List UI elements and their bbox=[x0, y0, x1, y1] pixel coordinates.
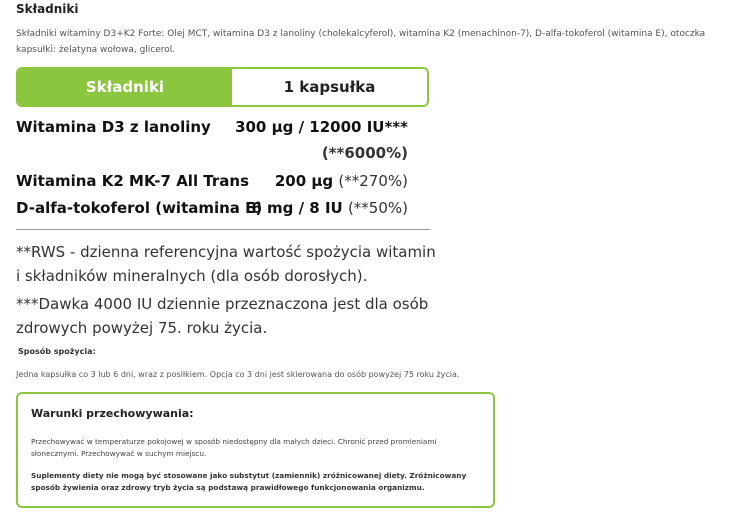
ingredient-value-group bbox=[251, 199, 408, 217]
table-divider bbox=[16, 229, 430, 230]
ingredient-name: Witamina D3 z lanoliny bbox=[16, 118, 211, 136]
header-per-capsule: 1 kapsułka bbox=[232, 69, 427, 105]
usage-text: Jedna kapsułka co 3 lub 6 dni, wraz z posiłkiem. Opcja co 3 dni jest skierowana do osób powyżej 75 roku życia. bbox=[16, 370, 460, 379]
ingredient-rws-percent: (**50%) bbox=[347, 199, 408, 217]
table-row bbox=[16, 172, 408, 194]
ingredient-rws-percent: (**270%) bbox=[338, 172, 408, 190]
ingredient-rws-percent: (**6000%) bbox=[321, 144, 408, 162]
ingredient-value: 6 mg / 8 IU bbox=[251, 199, 343, 217]
ingredient-name: D-alfa-tokoferol (witamina E) bbox=[16, 199, 263, 217]
supplement-disclaimer: Suplementy diety nie mogą być stosowane jako substytut (zamiennik) zróżnicowanej diety. Zróżnicowany sposób żywienia oraz zdrowy tryb życia są podstawą prawidłowego funkcjonowania organizmu. bbox=[31, 471, 467, 492]
section-heading: Składniki bbox=[16, 2, 79, 16]
ingredients-intro: Składniki witaminy D3+K2 Forte: Olej MCT, witamina D3 z lanoliny (cholekalcyferol), witamina K2 (menachinon-7), D-alfa-tokoferol (witamina E), otoczka kapsułki: żelatyna wołowa, glicerol. bbox=[16, 29, 706, 55]
dose-footnote: ***Dawka 4000 IU dziennie przeznaczona jest dla osób zdrowych powyżej 75. roku życia. bbox=[16, 295, 429, 337]
header-ingredients: Składniki bbox=[18, 69, 232, 105]
table-row bbox=[16, 118, 408, 162]
storage-instructions: Przechowywać w temperaturze pokojowej w sposób niedostępny dla małych dzieci. Chronić przed promieniami słonecznymi. Przechowywać w suchym miejscu. bbox=[31, 437, 437, 458]
ingredient-value: 200 µg bbox=[274, 172, 334, 190]
storage-box bbox=[16, 392, 495, 508]
table-row bbox=[16, 199, 408, 221]
rws-footnote: **RWS - dzienna referencyjna wartość spożycia witamin i składników mineralnych (dla osób dorosłych). bbox=[16, 243, 436, 285]
ingredient-name: Witamina K2 MK-7 All Trans bbox=[16, 172, 250, 190]
storage-title: Warunki przechowywania: bbox=[31, 407, 194, 420]
ingredient-value: 300 µg / 12000 IU*** bbox=[235, 118, 408, 136]
usage-title: Sposób spożycia: bbox=[18, 347, 96, 356]
ingredient-value-group bbox=[275, 172, 408, 190]
ingredients-table-header bbox=[16, 67, 429, 107]
